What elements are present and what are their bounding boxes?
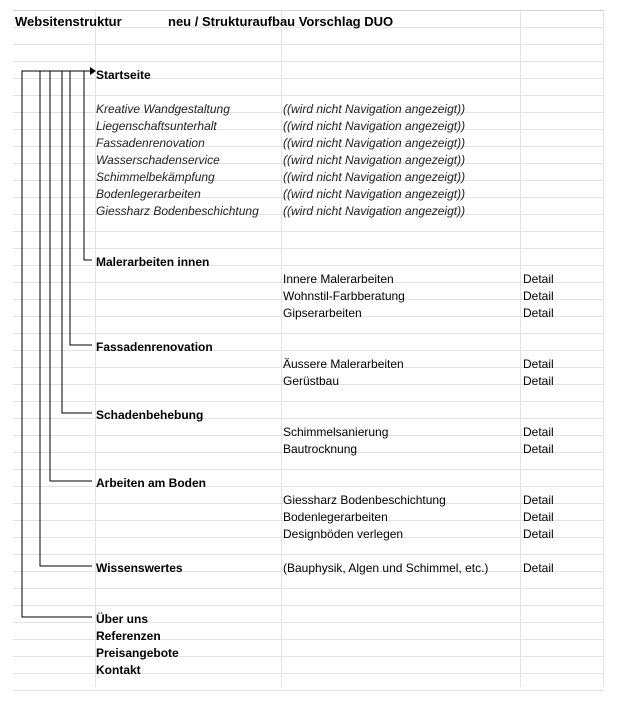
startseite-item-note: ((wird nicht Navigation angezeigt)) xyxy=(283,119,466,133)
detail-link[interactable]: Detail xyxy=(523,527,554,541)
startseite-item: Giessharz Bodenbeschichtung xyxy=(96,204,259,218)
section-startseite: Startseite xyxy=(96,68,151,82)
section-item: Innere Malerarbeiten xyxy=(283,272,394,286)
nav-preisangebote[interactable]: Preisangebote xyxy=(96,646,179,660)
section-item: Gerüstbau xyxy=(283,374,340,388)
startseite-item: Fassadenrenovation xyxy=(96,136,205,150)
wissenswertes-note: (Bauphysik, Algen und Schimmel, etc.) xyxy=(283,561,489,575)
section-wissenswertes: Wissenswertes xyxy=(96,561,183,575)
section-item: Designböden verlegen xyxy=(283,527,404,541)
section-malerarbeiten-innen: Malerarbeiten innen xyxy=(96,255,210,269)
section-item: Bautrocknung xyxy=(283,442,358,456)
startseite-item-note: ((wird nicht Navigation angezeigt)) xyxy=(283,204,466,218)
startseite-item: Wasserschadenservice xyxy=(96,153,220,167)
nav-kontakt[interactable]: Kontakt xyxy=(96,663,141,677)
startseite-item-note: ((wird nicht Navigation angezeigt)) xyxy=(283,170,466,184)
detail-link[interactable]: Detail xyxy=(523,442,554,456)
detail-link[interactable]: Detail xyxy=(523,357,554,371)
sheet-subtitle: neu / Strukturaufbau Vorschlag DUO xyxy=(168,14,394,29)
grid-row xyxy=(13,28,604,45)
startseite-item: Kreative Wandgestaltung xyxy=(96,102,230,116)
section-item: Äussere Malerarbeiten xyxy=(283,357,404,371)
section-item: Bodenlegerarbeiten xyxy=(283,510,388,524)
nav-ueber-uns[interactable]: Über uns xyxy=(96,612,149,626)
startseite-item-note: ((wird nicht Navigation angezeigt)) xyxy=(283,153,466,167)
sheet-title: Websitenstruktur xyxy=(15,14,122,29)
startseite-item: Schimmelbekämpfung xyxy=(96,170,215,184)
detail-link[interactable]: Detail xyxy=(523,289,554,303)
detail-link[interactable]: Detail xyxy=(523,493,554,507)
startseite-item: Liegenschaftsunterhalt xyxy=(96,119,217,133)
section-item: Wohnstil-Farbberatung xyxy=(283,289,405,303)
startseite-item-note: ((wird nicht Navigation angezeigt)) xyxy=(283,136,466,150)
detail-link[interactable]: Detail xyxy=(523,306,554,320)
section-item: Giessharz Bodenbeschichtung xyxy=(283,493,446,507)
grid-row xyxy=(13,45,604,62)
section-item: Schimmelsanierung xyxy=(283,425,389,439)
startseite-item-note: ((wird nicht Navigation angezeigt)) xyxy=(283,102,466,116)
detail-link[interactable]: Detail xyxy=(523,425,554,439)
section-schadenbehebung: Schadenbehebung xyxy=(96,408,204,422)
detail-link[interactable]: Detail xyxy=(523,374,554,388)
detail-link[interactable]: Detail xyxy=(523,272,554,286)
section-item: Gipserarbeiten xyxy=(283,306,362,320)
spreadsheet xyxy=(13,10,604,687)
nav-referenzen[interactable]: Referenzen xyxy=(96,629,161,643)
grid-row xyxy=(13,232,604,249)
startseite-item: Bodenlegerarbeiten xyxy=(96,187,201,201)
grid-row xyxy=(13,589,604,606)
startseite-item-note: ((wird nicht Navigation angezeigt)) xyxy=(283,187,466,201)
detail-link[interactable]: Detail xyxy=(523,561,554,575)
detail-link[interactable]: Detail xyxy=(523,510,554,524)
section-fassadenrenovation: Fassadenrenovation xyxy=(96,340,213,354)
section-arbeiten-am-boden: Arbeiten am Boden xyxy=(96,476,207,490)
